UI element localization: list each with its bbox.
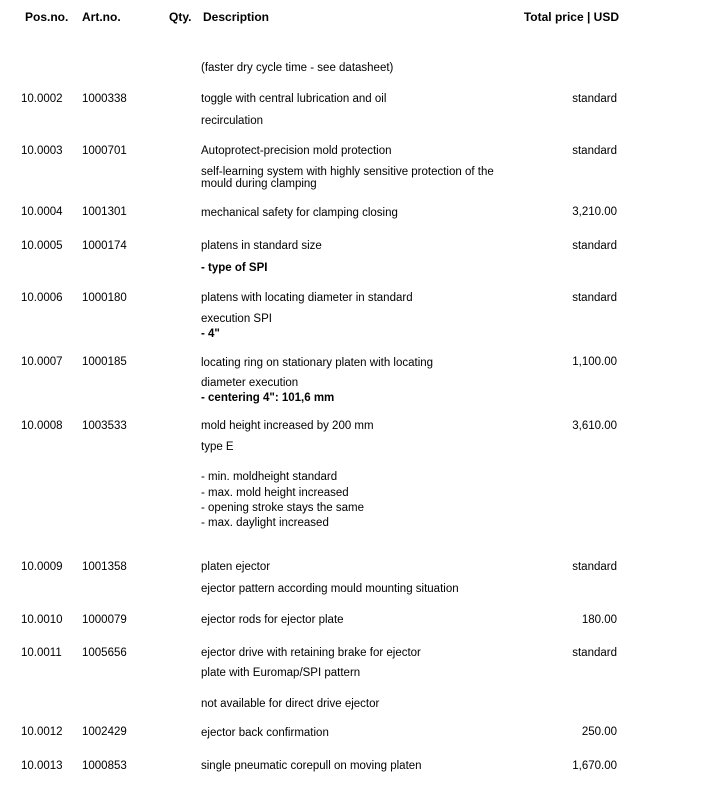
description-line: - max. mold height increased [201,487,349,499]
art-no: 1000185 [82,356,127,368]
description-line: platens in standard size [201,240,322,252]
description-line: self-learning system with highly sensitive protection of the [201,166,494,178]
pos-no: 10.0013 [21,760,63,772]
description-line: - type of SPI [201,262,268,274]
pos-no: 10.0004 [21,206,63,218]
description-line: toggle with central lubrication and oil [201,93,387,105]
art-no: 1001358 [82,561,127,573]
art-no: 1000174 [82,240,127,252]
description-line: - opening stroke stays the same [201,502,364,514]
description-line: - 4" [201,328,220,340]
total-price: 1,670.00 [572,760,617,772]
total-price: standard [572,647,617,659]
header-description: Description [203,10,270,24]
total-price: 180.00 [581,614,617,626]
pos-no: 10.0010 [21,614,63,626]
pos-no: 10.0005 [21,240,63,252]
description-line: ejector back confirmation [201,727,329,739]
header-art-no: Art.no. [82,10,121,24]
art-no: 1000180 [82,292,127,304]
art-no: 1000701 [82,145,127,157]
header-pos-no: Pos.no. [25,10,69,24]
description-line: single pneumatic corepull on moving platen [201,760,422,772]
description-line: Autoprotect-precision mold protection [201,145,392,157]
intro-description: (faster dry cycle time - see datasheet) [201,62,394,74]
art-no: 1000079 [82,614,127,626]
total-price: standard [572,145,617,157]
description-line: recirculation [201,115,263,127]
pos-no: 10.0011 [21,647,62,659]
pos-no: 10.0002 [21,93,63,105]
total-price: standard [572,93,617,105]
pos-no: 10.0003 [21,145,63,157]
description-line: ejector rods for ejector plate [201,614,344,626]
art-no: 1002429 [82,726,127,738]
pos-no: 10.0006 [21,292,63,304]
pos-no: 10.0008 [21,420,63,432]
total-price: standard [572,292,617,304]
total-price: 3,210.00 [572,206,617,218]
description-line: - min. moldheight standard [201,471,338,483]
total-price: standard [572,240,617,252]
pos-no: 10.0012 [21,726,63,738]
pos-no: 10.0007 [21,356,63,368]
description-line: ejector drive with retaining brake for ejector [201,647,421,659]
description-line: plate with Euromap/SPI pattern [201,667,361,679]
description-line: platens with locating diameter in standard [201,292,413,304]
total-price: 3,610.00 [572,420,617,432]
total-price: standard [572,561,617,573]
art-no: 1000853 [82,760,127,772]
art-no: 1003533 [82,420,127,432]
art-no: 1005656 [82,647,127,659]
pos-no: 10.0009 [21,561,63,573]
art-no: 1001301 [82,206,127,218]
description-line: mechanical safety for clamping closing [201,207,398,219]
description-line: mold height increased by 200 mm [201,420,374,432]
total-price: 250.00 [581,726,617,738]
description-line: locating ring on stationary platen with locating [201,357,434,369]
art-no: 1000338 [82,93,127,105]
description-line: diameter execution [201,377,299,389]
header-qty: Qty. [169,10,192,24]
description-line: ejector pattern according mould mounting situation [201,583,459,595]
description-line: type E [201,441,234,453]
description-line: execution SPI [201,313,272,325]
description-line: mould during clamping [201,178,317,190]
description-line: not available for direct drive ejector [201,698,380,710]
header-total-price: Total price | USD [523,10,619,24]
description-line: - centering 4": 101,6 mm [201,392,335,404]
total-price: 1,100.00 [572,356,617,368]
description-line: platen ejector [201,561,271,573]
description-line: - max. daylight increased [201,517,329,529]
